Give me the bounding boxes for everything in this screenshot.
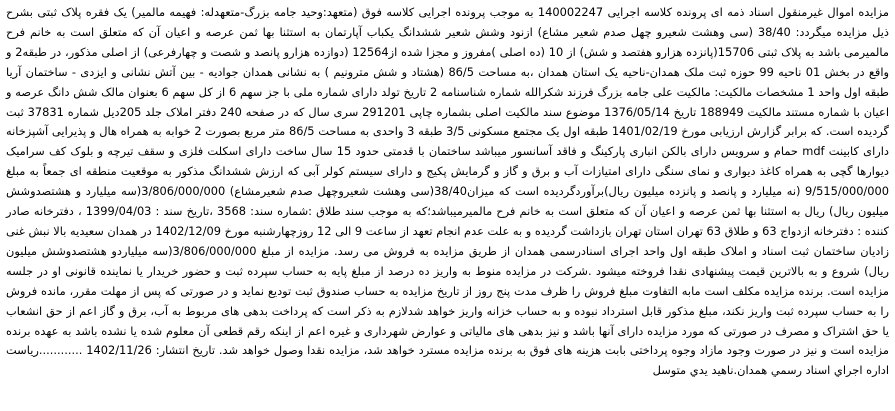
- auction-notice-text: مزایده اموال غیرمنقول اسناد ذمه ای پرونده کلاسه اجرایی 140002247 به موجب پرونده اجرایی کلاسه فوق (متعهد:وحید جامه بزرگ-متعهدله: فهیمه مالمیر) یک فقره پلاک ثبتی بشرح ذیل مزایده میگردد: 38/40 (سی وهشت شعیرو چهل صدم شعیر مشاع) ازنود وشش شعیر ششدانگ یکباب آپارتمان به استثنا بها ثمن عرصه و اعیان آن که متعلق است به خانم فرح مالمیرمی باشد به پلاک ثبتی 15706(پانزده هزارو هفتصد و شش) از 10 (ده اصلی )مفروز و مجزا شده از12564 (دوازده هزارو پانصد و شصت و چهارفرعی) از اصلی مذکور، در طبقه2 و واقع در بخش 01 ناحیه 99 حوزه ثبت ملک همدان-ناحیه یک استان همدان ،به مساحت 86/5 (هشتاد و شش مترونیم ) به نشانی همدان جوادیه - بین آتش نشانی و ایزدی - ساختمان آریا طبقه اول واحد 1 مشخصات مالکیت: مالکیت علی جامه بزرگ فرزند شکرالله شماره شناسنامه 2 تاریخ تولد دارای شماره ملی با جز سهم 6 از کل سهم 6 بعنوان مالک شش دانگ عرصه و اعیان با شماره مستند مالکیت 188949 تاریخ 1376/05/14 موضوع سند مالکیت اصلی بشماره چاپی 291201 سری سال که در صفحه 240 دفتر املاک جلد 205دیل شماره 37831 ثبت گردیده است. که برابر گزارش ارزیابی مورخ 1401/02/19 طبقه اول یک مجتمع مسکونی 3/5 طبقه 3 واحدی به مساحت 86/5 متر مربع بصورت 2 خوابه به همراه هال و پذیرایی آشپزخانه دارای کابینت mdf حمام و سرویس دارای بالکن انباری پارکینگ و فاقد آسانسور میباشد ساختمان با قدمتی حدود 15 سال ساخت دارای اسکلت فلزی و سقف تیرچه و بلوک کف سرامیک دیوارها گچی به همراه کاغذ دیواری و نمای سنگی دارای امتیازات آب و برق و گاز و گرمایش پکیج و دارای سیستم کولر آبی که ارزش ششدانگ مذکور به موقعیت منطقه ای جمعاً به مبلغ 9/515/000/000 (نه میلیارد و پانصد و پانزده میلیون ریال)برآوردگردیده است که میزان38/40(سی وهشت شعیروچهل صدم شعیرمشاع) 3/806/000/000(سه میلیارد و هشتصدوشش میلیون ریال) ریال به استثنا بها ثمن عرصه و اعیان آن که متعلق است به خانم فرح مالمیرمیباشد؛که به موجب سند طلاق :شماره سند: 3568 ،تاریخ سند : 1399/04/03 ، دفترخانه صادر کننده : دفترخانه ازدواج 63 و طلاق 63 تهران استان تهران بازداشت گردیده و به علت عدم انجام تعهد از ساعت 9 الی 12 روزچهارشنبه مورخ 1402/12/09 در همدان سعیدیه بالا نبش غنی زادیان ساختمان ثبت اسناد و املاک طبقه اول واحد اجرای اسنادرسمی همدان از طریق مزایده به فروش می رسد. مزایده از مبلغ 3/806/000/000(سه میلیاردو هشتصدوشش میلیون ریال) شروع و به بالاترین قیمت پیشنهادی نقدا فروخته میشود .شرکت در مزایده منوط به واریز ده درصد از مبلغ پایه به حساب سپرده ثبت و حضور خریدار یا نماینده قانونی او در جلسه مزایده است. برنده مزایده مکلف است مابه التفاوت مبلغ فروش را ظرف مدت پنج روز از تاریخ مزایده به حساب صندوق ثبت تودیع نماید و در صورتی که پس از مهلت مقرر، مانده فروش را به حساب سپرده ثبت واریز نکند، مبلغ مذکور قابل استرداد نبوده و به حساب خزانه واریز خواهد شدلازم به ذکر است که پرداخت بدهی های مربوط به آب، برق و گاز اعم از حق انشعاب یا حق اشتراک و مصرف در صورتی که مورد مزایده دارای آنها باشد و نیز بدهی های مالیاتی و عوارض شهرداری و غیره اعم از اینکه رقم قطعی آن معلوم شده یا نشده باشد به عهده برنده مزایده است و نیز در صورت وجود مازاد وجوه پرداختی بابت هزینه های فوق به برنده مزایده مسترد خواهد شد، مزایده نقدا وصول خواهد شد. تاریخ انتشار: 1402/11/26 ............رياست اداره اجراي اسناد رسمي همدان.ناهيد يدي متوسل: [6, 5, 890, 378]
